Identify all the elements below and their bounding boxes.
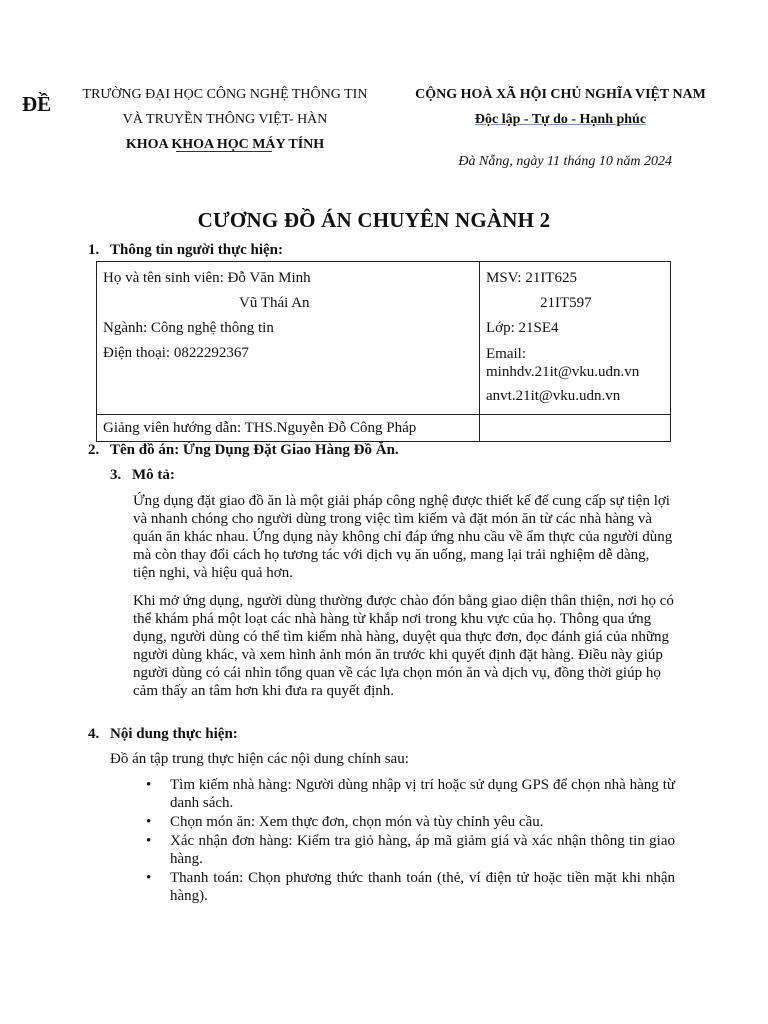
section-4-title: Nội dung thực hiện: bbox=[110, 726, 238, 742]
university-name-line2: VÀ TRUYỀN THÔNG VIỆT- HÀN bbox=[122, 112, 328, 127]
university-header bbox=[70, 82, 380, 157]
description-paragraph-2: Khi mở ứng dụng, người dùng thường được chào đón bằng giao diện thân thiện, nơi họ có thể khám phá một loạt các nhà hàng từ khắp nơi trong khu vực của họ. Thông qua ứng dụng, người dùng có thể tìm kiếm nhà hàng, duyệt qua thực đơn, đọc đánh giá của những người dùng khác, và xem hình ảnh món ăn trước khi quyết định đặt hàng. Điều này giúp người dùng có cái nhìn tổng quan về các lựa chọn món ăn và dịch vụ, đồng thời giúp họ cảm thấy an tâm hơn khi đưa ra quyết định. bbox=[133, 593, 674, 699]
student-name-second: Vũ Thái An bbox=[239, 295, 310, 311]
section-2-heading bbox=[88, 442, 399, 459]
section-3-heading bbox=[110, 467, 175, 484]
bullet-icon: • bbox=[146, 777, 152, 793]
section-4-number: 4. bbox=[88, 726, 100, 742]
phone-line: Điện thoại: 0822292367 bbox=[103, 345, 249, 361]
list-item bbox=[146, 869, 675, 905]
msv-second: 21IT597 bbox=[540, 295, 592, 311]
section-2-number: 2. bbox=[88, 442, 100, 458]
section-4-heading bbox=[88, 726, 238, 743]
faculty-name: KHOA KHOA HỌC MÁY TÍNH bbox=[125, 137, 325, 152]
list-item bbox=[146, 813, 675, 831]
content-intro: Đồ án tập trung thực hiện các nội dung chính sau: bbox=[110, 751, 409, 767]
doc-mark: ĐỀ bbox=[22, 92, 52, 116]
section-1-number: 1. bbox=[88, 242, 100, 258]
description-paragraph-1: Ứng dụng đặt giao đồ ăn là một giải pháp công nghệ được thiết kế để cung cấp sự tiện lợi và nhanh chóng cho người dùng trong việc tìm kiếm và đặt món ăn từ các nhà hàng và quán ăn khác nhau. Ứng dụng này không chỉ đáp ứng nhu cầu về ẩm thực của người dùng mà còn thay đổi cách họ tương tác với dịch vụ ăn uống, mang lại trải nghiệm dễ dàng, tiện nghi, và hiệu quả hơn. bbox=[133, 493, 673, 581]
empty-cell bbox=[480, 415, 671, 442]
national-motto: Độc lập - Tự do - Hạnh phúc bbox=[474, 112, 647, 127]
bullet-icon: • bbox=[146, 870, 152, 886]
document-title: CƯƠNG ĐỒ ÁN CHUYÊN NGÀNH 2 bbox=[197, 208, 551, 232]
university-name-line1: TRƯỜNG ĐẠI HỌC CÔNG NGHỆ THÔNG TIN bbox=[82, 87, 368, 102]
student-name-line: Họ và tên sinh viên: Đỗ Văn Minh bbox=[103, 270, 311, 286]
email-label: Email: bbox=[486, 346, 526, 362]
student-info-table bbox=[96, 261, 671, 442]
list-item bbox=[146, 776, 675, 812]
advisor-line: Giảng viên hướng dẫn: THS.Nguyễn Đỗ Công Pháp bbox=[103, 420, 417, 436]
national-title: CỘNG HOÀ XÃ HỘI CHỦ NGHĨA VIỆT NAM bbox=[415, 87, 706, 102]
bullet-icon: • bbox=[146, 833, 152, 849]
list-item-text: Tìm kiếm nhà hàng: Người dùng nhập vị trí hoặc sử dụng GPS để chọn nhà hàng từ danh sách. bbox=[170, 777, 675, 811]
email-2: anvt.21it@vku.udn.vn bbox=[486, 388, 621, 404]
document-date: Đà Nẵng, ngày 11 tháng 10 năm 2024 bbox=[458, 154, 672, 169]
table-row bbox=[97, 262, 671, 415]
content-list bbox=[146, 776, 675, 906]
section-1-title: Thông tin người thực hiện: bbox=[110, 242, 284, 258]
class-line: Lớp: 21SE4 bbox=[486, 320, 559, 336]
national-header bbox=[398, 82, 723, 132]
list-item bbox=[146, 832, 675, 868]
section-3-number: 3. bbox=[110, 467, 122, 483]
list-item-text: Chọn món ăn: Xem thực đơn, chọn món và tùy chỉnh yêu cầu. bbox=[170, 814, 544, 830]
email-1: minhdv.21it@vku.udn.vn bbox=[486, 364, 640, 380]
table-row bbox=[97, 415, 671, 442]
header-divider bbox=[176, 151, 272, 152]
bullet-icon: • bbox=[146, 814, 152, 830]
advisor-cell bbox=[97, 415, 480, 442]
section-2-title: Tên đồ án: Ứng Dụng Đặt Giao Hàng Đồ Ăn. bbox=[110, 442, 399, 458]
section-3-title: Mô tả: bbox=[132, 467, 175, 483]
list-item-text: Thanh toán: Chọn phương thức thanh toán (thẻ, ví điện tử hoặc tiền mặt khi nhận hàng). bbox=[170, 870, 675, 904]
msv-line: MSV: 21IT625 bbox=[486, 270, 577, 286]
student-contact-cell bbox=[480, 262, 671, 415]
list-item-text: Xác nhận đơn hàng: Kiểm tra giỏ hàng, áp mã giảm giá và xác nhận thông tin giao hàng. bbox=[170, 833, 675, 867]
student-info-cell bbox=[97, 262, 480, 415]
major-line: Ngành: Công nghệ thông tin bbox=[103, 320, 274, 336]
section-1-heading bbox=[88, 242, 283, 259]
